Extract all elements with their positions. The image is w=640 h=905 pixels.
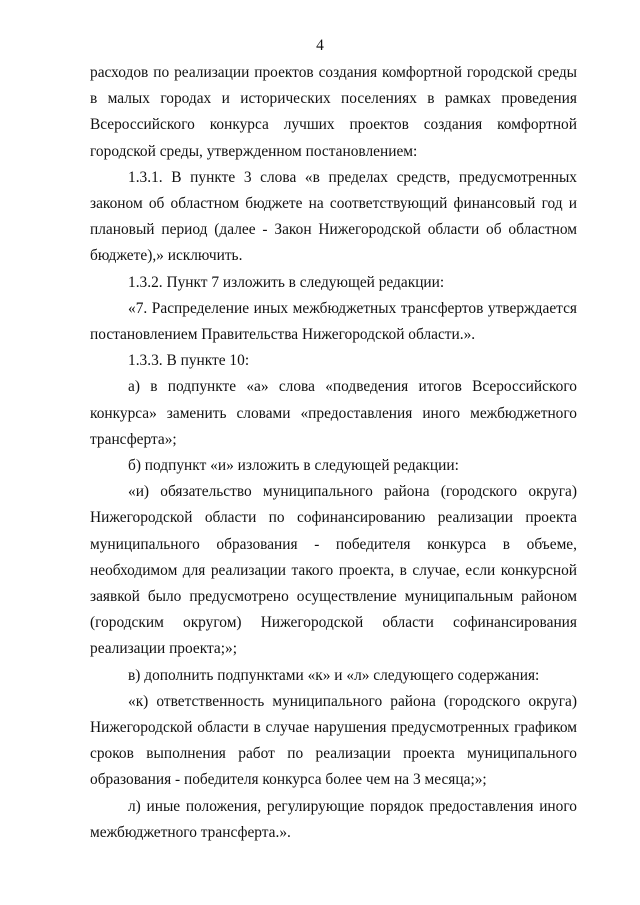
paragraph-point-7: «7. Распределение иных межбюджетных трансфертов утверждается постановлением Правительства Нижегородской области.». <box>90 299 577 344</box>
paragraph-subpoint-l: л) иные положения, регулирующие порядок предоставления иного межбюджетного трансферта.». <box>90 797 577 841</box>
page-number: 4 <box>316 37 324 54</box>
paragraph-1-3-1: 1.3.1. В пункте 3 слова «в пределах средств, предусмотренных законом об областном бюджете на соответствующий финансовый год и плановый период (далее - Закон Нижегородской области об областном бюджете),» исключить. <box>90 168 577 265</box>
paragraph-subpoint-k: «к) ответственность муниципального района (городского округа) Нижегородской области в случае нарушения предусмотренных графиком сроков выполнения работ по реализации проекта муниципального образования - победителя конкурса более чем на 3 месяца;»; <box>90 692 577 789</box>
paragraph-1-3-3: 1.3.3. В пункте 10: <box>128 352 250 370</box>
document-body <box>90 60 577 846</box>
paragraph-subpoint-v: в) дополнить подпунктами «к» и «л» следующего содержания: <box>128 666 540 684</box>
paragraph-1-3-2: 1.3.2. Пункт 7 изложить в следующей редакции: <box>128 273 445 291</box>
paragraph-subpoint-a: а) в подпункте «а» слова «подведения итогов Всероссийского конкурса» заменить словами «предоставления иного межбюджетного трансферта»; <box>90 378 577 448</box>
paragraph-subpoint-i: «и) обязательство муниципального района (городского округа) Нижегородской области по софинансированию реализации проекта муниципального образования - победителя конкурса в объеме, необходимом для реализации такого проекта, в случае, если конкурсной заявкой было предусмотрено осуществление муниципальным районом (городским округом) Нижегородской области софинансирования реализации проекта;»; <box>90 483 577 658</box>
paragraph-continuation: расходов по реализации проектов создания комфортной городской среды в малых городах и исторических поселениях в рамках проведения Всероссийского конкурса лучших проектов создания комфортной городской среды, утвержденном постановлением: <box>90 64 577 160</box>
paragraph-subpoint-b: б) подпункт «и» изложить в следующей редакции: <box>128 457 459 475</box>
